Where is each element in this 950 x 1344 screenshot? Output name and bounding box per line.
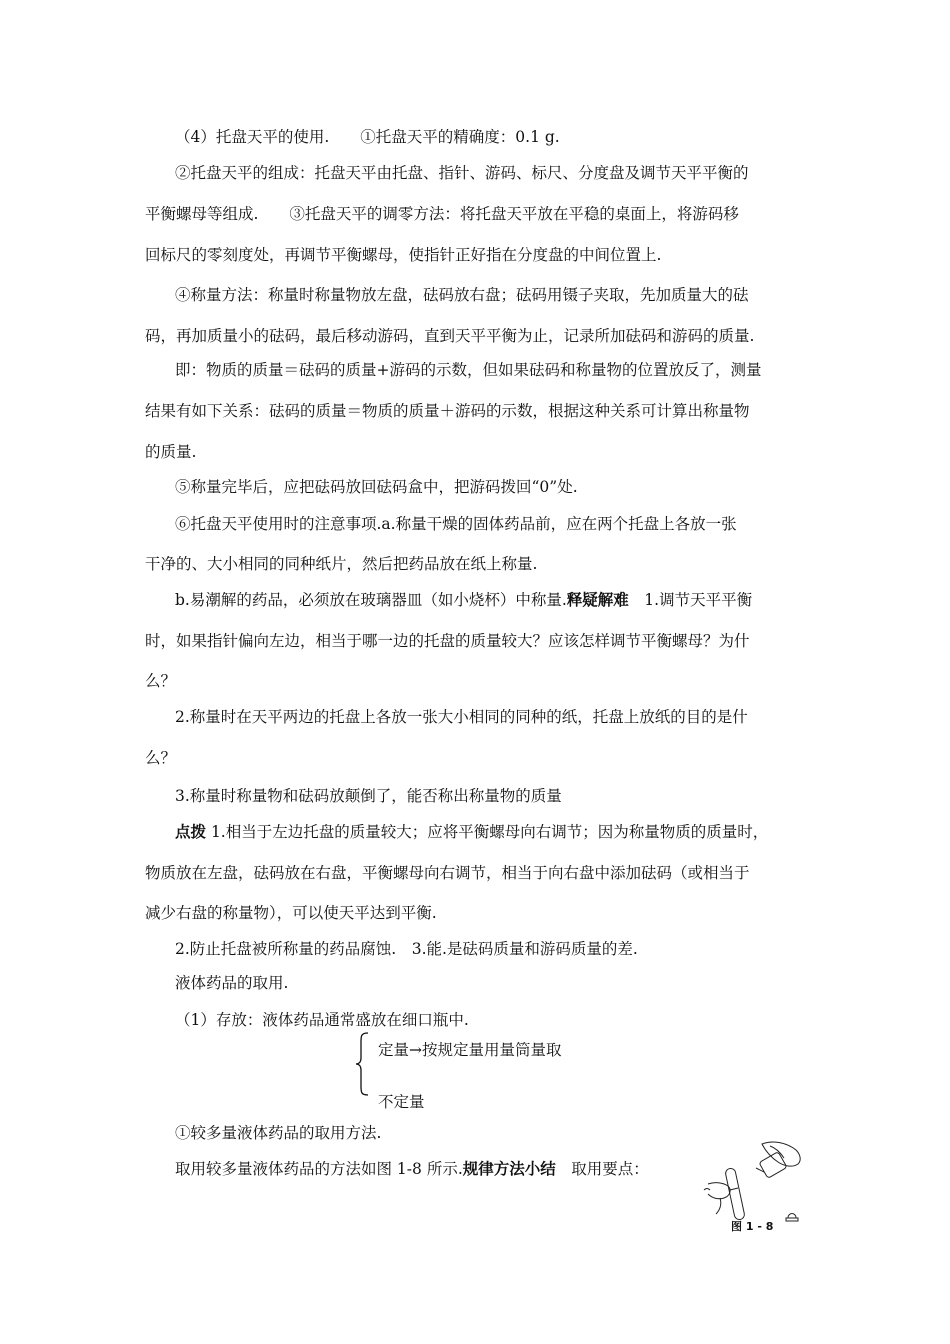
text-line-23: 液体药品的取用. <box>175 974 289 992</box>
text-quyong-yaodian: 取用要点： <box>555 1160 649 1178</box>
text-b-fragment: b.易潮解的药品，必须放在玻璃器皿（如小烧杯）中称量. <box>175 591 567 609</box>
heading-dianbo: 点拨 <box>175 823 207 841</box>
text-line-16: 2.称量时在天平两边的托盘上各放一张大小相同的同种的纸，托盘上放纸的目的是什 <box>175 708 748 726</box>
text-line-15: 么？ <box>145 672 177 690</box>
text-line-11: ⑥托盘天平使用时的注意事项.a.称量干燥的固体药品前，应在两个托盘上各放一张 <box>175 515 737 533</box>
text-line-19 <box>175 822 768 842</box>
curly-brace <box>355 1032 369 1096</box>
figure-caption: 图 1 - 8 <box>731 1220 774 1233</box>
text-q1-start: 1.调节天平平衡 <box>628 591 753 609</box>
text-budingliang: 不定量 <box>378 1093 425 1111</box>
text-line-1: （4）托盘天平的使用. ①托盘天平的精确度：0.1 g. <box>175 128 560 146</box>
text-line-22: 2.防止托盘被所称量的药品腐蚀. 3.能.是砝码质量和游码质量的差. <box>175 940 638 958</box>
heading-guilv-fangfa: 规律方法小结 <box>462 1160 556 1178</box>
text-line-12: 干净的、大小相同的同种纸片，然后把药品放在纸上称量. <box>145 555 538 573</box>
text-line-3: 平衡螺母等组成. ③托盘天平的调零方法：将托盘天平放在平稳的桌面上，将游码移 <box>145 205 739 223</box>
text-line-4: 回标尺的零刻度处，再调节平衡螺母，使指针正好指在分度盘的中间位置上. <box>145 246 662 264</box>
text-line-28 <box>175 1159 649 1179</box>
text-line-9: 的质量. <box>145 443 197 461</box>
text-answer-1: 1.相当于左边托盘的质量较大；应将平衡螺母向右调节；因为称量物质的质量时， <box>206 823 769 841</box>
text-line-17: 么？ <box>145 749 177 767</box>
text-line-27: ①较多量液体药品的取用方法. <box>175 1124 382 1142</box>
text-line-13 <box>175 590 752 610</box>
heading-shiyi-jienan: 释疑解难 <box>566 591 629 609</box>
text-line-14: 时，如果指针偏向左边，相当于哪一边的托盘的质量较大？应该怎样调节平衡螺母？为什 <box>145 632 750 650</box>
text-line-2: ②托盘天平的组成：托盘天平由托盘、指针、游码、标尺、分度盘及调节天平平衡的 <box>175 164 749 182</box>
text-fig-ref: 取用较多量液体药品的方法如图 1-8 所示. <box>175 1160 463 1178</box>
text-line-24: （1）存放：液体药品通常盛放在细口瓶中. <box>175 1011 469 1029</box>
text-line-8: 结果有如下关系：砝码的质量＝物质的质量＋游码的示数，根据这种关系可计算出称量物 <box>145 402 750 420</box>
text-line-20: 物质放在左盘，砝码放在右盘，平衡螺母向右调节，相当于向右盘中添加砝码（或相当于 <box>145 864 750 882</box>
text-line-18: 3.称量时称量物和砝码放颠倒了，能否称出称量物的质量 <box>175 787 562 805</box>
text-line-10: ⑤称量完毕后，应把砝码放回砝码盒中，把游码拨回“0”处. <box>175 478 578 496</box>
text-line-7: 即：物质的质量＝砝码的质量+游码的示数，但如果砝码和称量物的位置放反了，测量 <box>175 361 762 379</box>
text-line-6: 码，再加质量小的砝码，最后移动游码，直到天平平衡为止，记录所加砝码和游码的质量. <box>145 327 755 345</box>
text-dingliang: 定量→按规定量用量筒量取 <box>378 1041 562 1059</box>
text-line-5: ④称量方法：称量时称量物放左盘，砝码放右盘；砝码用镊子夹取，先加质量大的砝 <box>175 286 749 304</box>
text-line-21: 减少右盘的称量物），可以使天平达到平衡. <box>145 904 437 922</box>
